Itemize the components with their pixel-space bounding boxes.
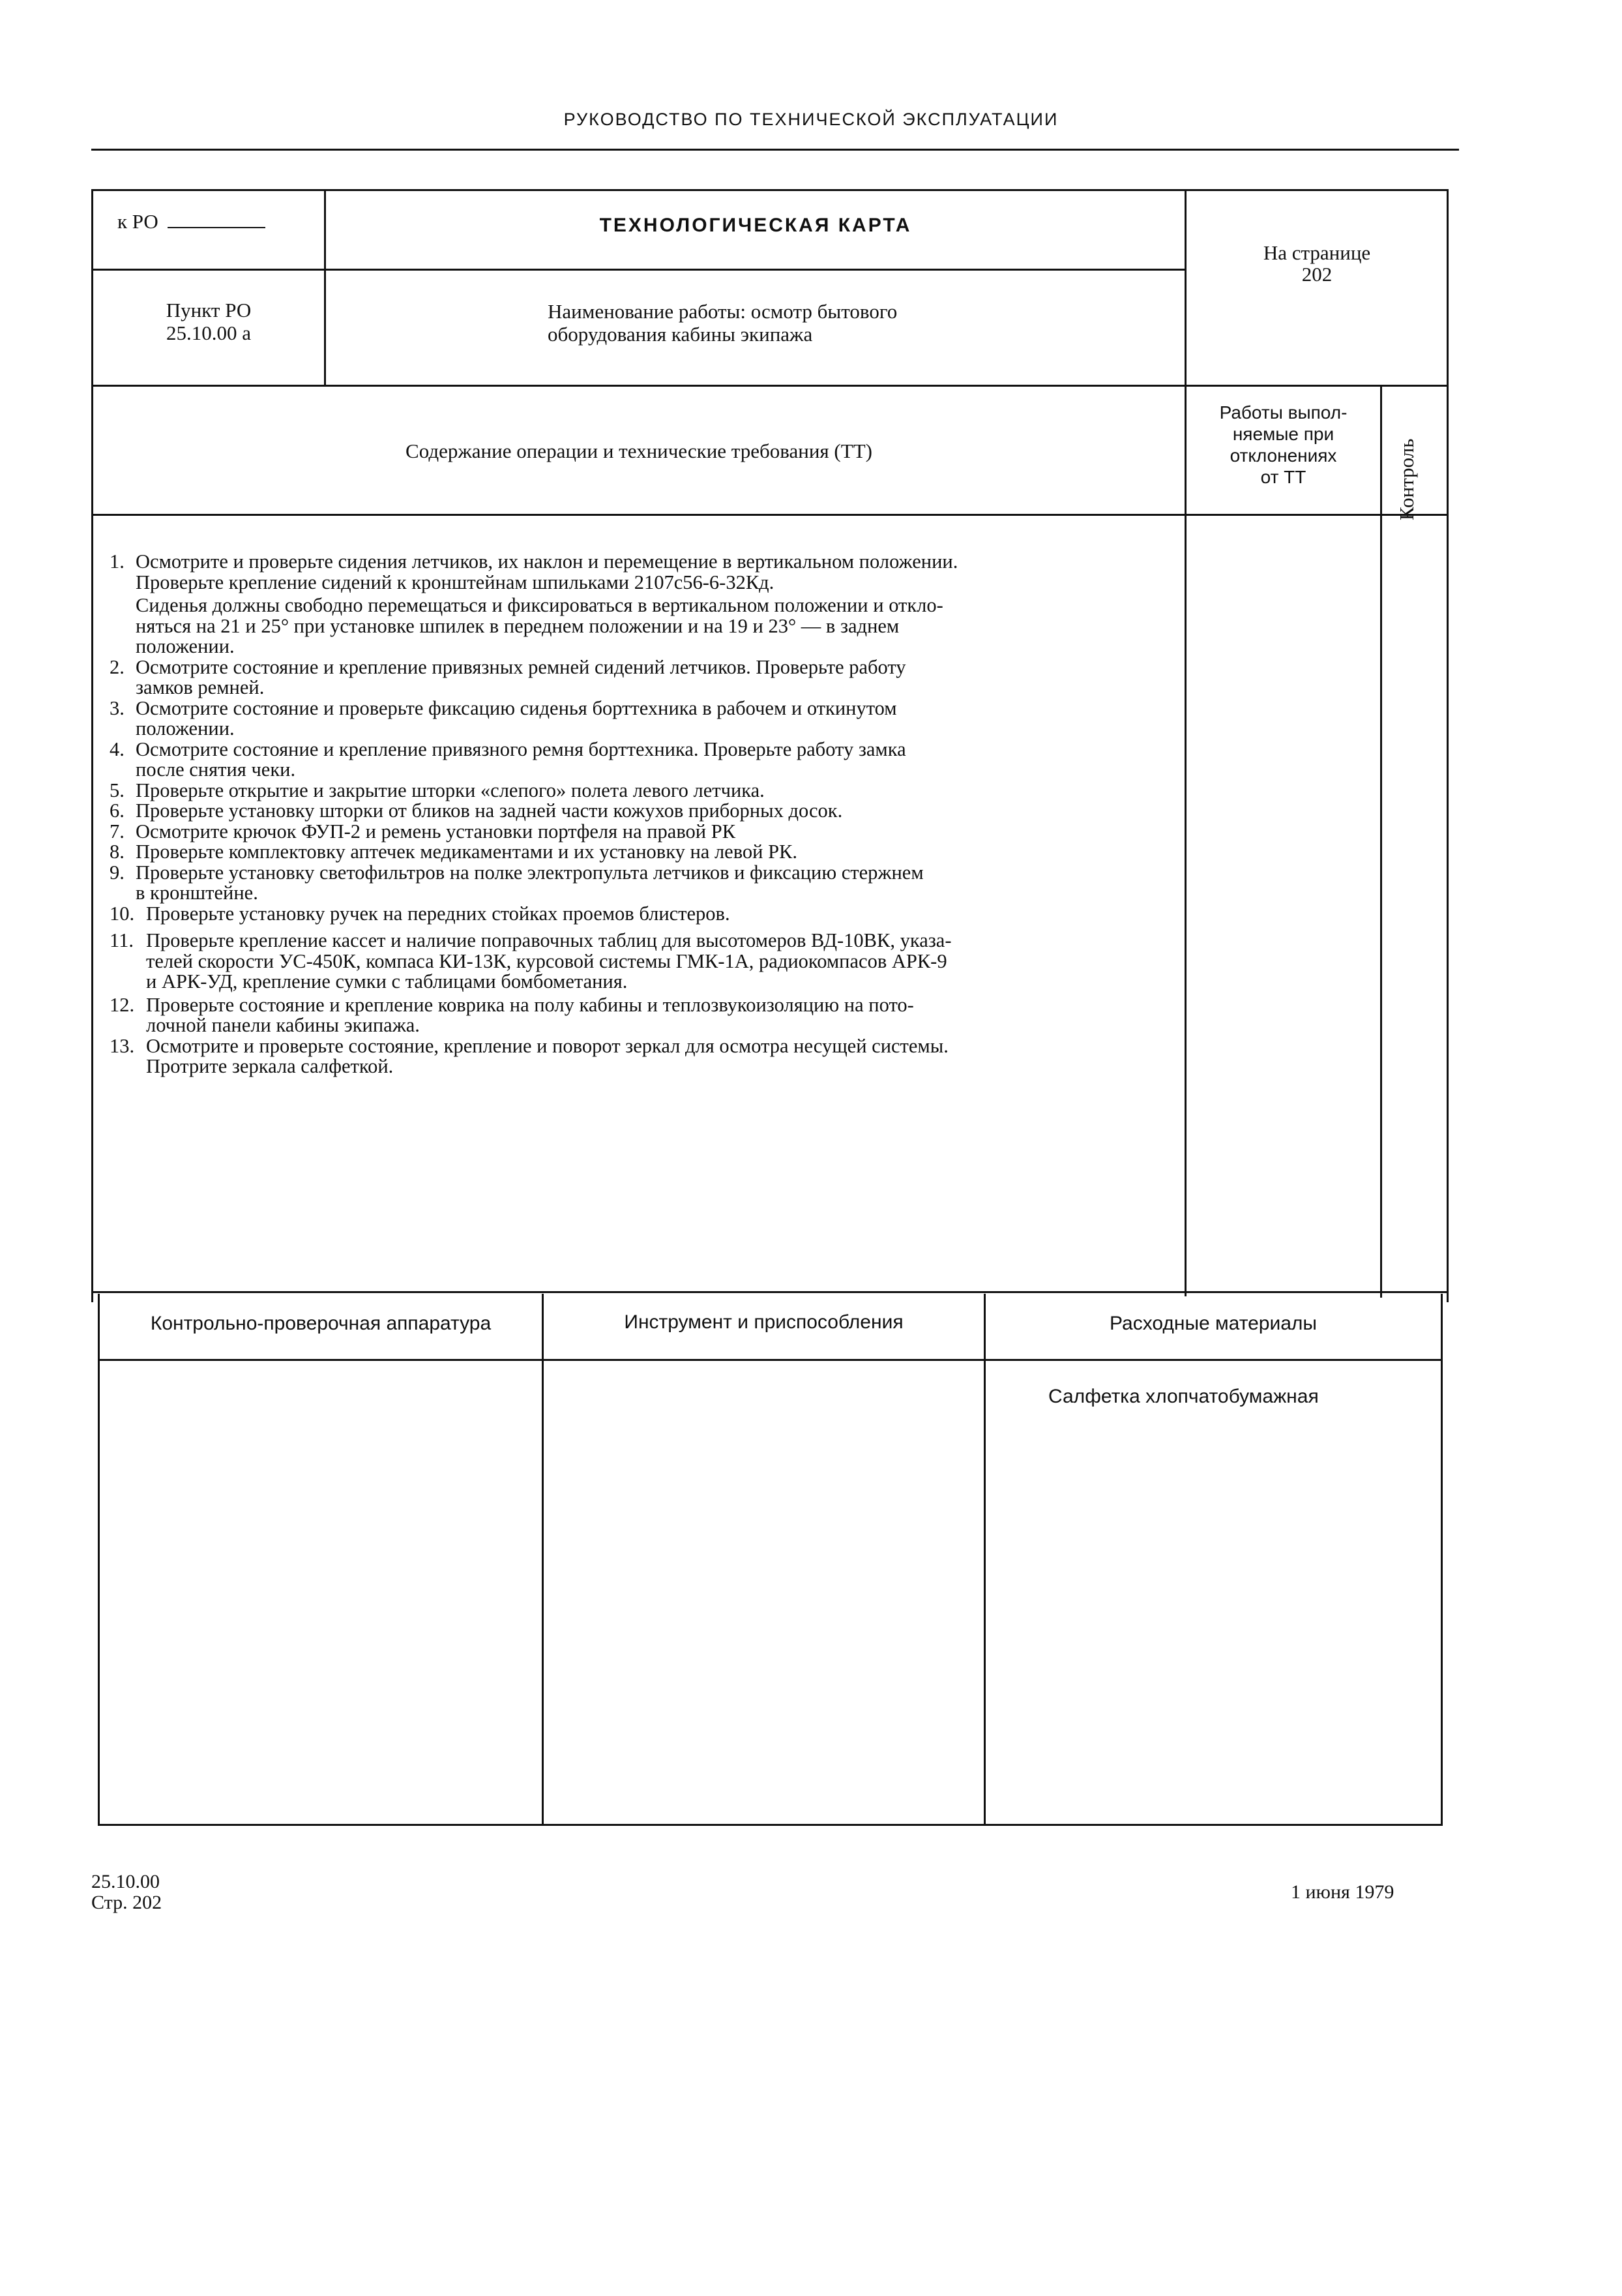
operation-text-line: Проверьте установку шторки от бликов на задней части кожухов приборных досок. [136,799,843,822]
operation-text-line: телей скорости УС-450К, компаса КИ-13К, курсовой системы ГМК-1А, радиокомпасов АРК-9 [146,949,947,972]
resources-top-line [98,1359,1443,1361]
operation-item [110,1036,1198,1077]
operation-number: 9. [110,861,125,884]
operation-number: 12. [110,993,135,1016]
resources-left [98,1294,100,1826]
operation-item [110,595,1198,657]
frame-left [91,189,93,1302]
operation-item [110,842,1198,863]
operation-number: 6. [110,799,125,822]
punkt-label: Пункт РО [166,299,252,321]
operation-item [110,904,1198,925]
operation-text-line: Осмотрите состояние и крепление привязных ремней сидений летчиков. Проверьте работу [136,655,906,678]
operation-text-line: Проверьте крепление кассет и наличие поправочных таблиц для высотомеров ВД-10ВК, указа- [146,929,952,951]
header-row-line [91,269,1187,271]
operation-text-line: Осмотрите крючок ФУП-2 и ремень установки портфеля на правой РК [136,820,736,842]
operation-text-line: Протрите зеркала салфеткой. [146,1055,394,1077]
tools-header: Инструмент и приспособления [624,1311,904,1333]
control-column-header: Контроль [1395,438,1418,520]
operation-item [110,931,1198,992]
operation-item [110,552,1198,593]
operation-item [110,781,1198,801]
operation-text-line: Сиденья должны свободно перемещаться и фиксироваться в вертикальном положении и откло- [136,594,943,616]
operation-text-line: няться на 21 и 25° при установке шпилек в переднем положении и на 19 и 23° — в заднем [136,614,900,637]
operation-text-line: Осмотрите и проверьте сидения летчиков, их наклон и перемещение в вертикальном положении. [136,550,958,573]
operation-item [110,739,1198,781]
operation-text-line: Осмотрите и проверьте состояние, крепление и поворот зеркал для осмотра несущей системы. [146,1034,949,1057]
footer-section: 25.10.00 [91,1871,160,1892]
resources-divider-1 [542,1294,544,1826]
resources-bottom [98,1824,1443,1826]
operation-item [110,822,1198,842]
page-number: 202 [1301,263,1333,286]
operation-text-line: лочной панели кабины экипажа. [146,1014,420,1036]
deviation-header-line: от ТТ [1260,467,1306,487]
operation-number: 10. [110,902,135,925]
header-bottom-line [91,385,1449,387]
operation-text-line: Проверьте комплектовку аптечек медикаментами и их установку на левой РК. [136,841,798,863]
resources-divider-2 [984,1294,986,1826]
operation-item [110,801,1198,822]
operation-number: 11. [110,929,134,951]
material-item: Салфетка хлопчатобумажная [1048,1386,1319,1407]
operation-item [110,863,1198,904]
deviation-header-line: Работы выпол- [1219,402,1348,423]
materials-header: Расходные материалы [1110,1313,1317,1334]
frame-right [1447,189,1449,1302]
operation-text-line: Проверьте установку светофильтров на полке электропульта летчиков и фиксацию стержнем [136,861,924,884]
operation-text-line: замков ремней. [136,676,265,698]
resources-right [1441,1294,1443,1826]
work-name-line-2: оборудования кабины экипажа [548,323,813,346]
control-col-divider [1380,385,1382,1298]
operation-text-line: Проверьте открытие и закрытие шторки «слепого» полета левого летчика. [136,779,765,801]
operation-number: 13. [110,1034,135,1057]
operation-number: 5. [110,779,125,801]
page-label: На странице [1263,241,1371,264]
operation-item [110,995,1198,1036]
operations-bottom [91,1291,1449,1293]
operation-item [110,698,1198,739]
operation-text-line: в кронштейне. [136,882,258,904]
operation-text-line: Осмотрите состояние и проверьте фиксацию сиденья борттехника в рабочем и откинутом [136,696,897,719]
deviation-column-header [1187,402,1380,488]
frame-top [91,189,1449,191]
card-title: ТЕХНОЛОГИЧЕСКАЯ КАРТА [599,215,912,236]
operation-number: 7. [110,820,125,842]
operation-text-line: после снятия чеки. [136,758,296,781]
column-header-bottom [91,514,1449,516]
operation-text-line: Осмотрите состояние и крепление привязного ремня борттехника. Проверьте работу замка [136,738,906,760]
k-ro-label: к РО [117,210,300,233]
work-name-line-1: Наименование работы: осмотр бытового [548,300,898,323]
operation-number: 2. [110,655,125,678]
operation-text-line: положении. [136,635,235,657]
operation-number: 4. [110,738,125,760]
operation-text-line: Проверьте крепление сидений к кронштейнам шпильками 2107с56-6-32Кд. [136,571,774,593]
operation-item [110,657,1198,698]
footer-date: 1 июня 1979 [1291,1881,1394,1903]
deviation-header-line: няемые при [1232,424,1334,444]
operation-text-line: Проверьте состояние и крепление коврика на полу кабины и теплозвукоизоляцию на пото- [146,993,914,1016]
operations-list [110,552,1198,1077]
deviation-header-line: отклонениях [1230,445,1337,466]
content-column-header: Содержание операции и технические требования (ТТ) [406,440,872,462]
operation-text-line: и АРК-УД, крепление сумки с таблицами бомбометания. [146,970,628,992]
operation-number: 3. [110,696,125,719]
operation-text-line: Проверьте установку ручек на передних стойках проемов блистеров. [146,902,730,925]
running-header: РУКОВОДСТВО ПО ТЕХНИЧЕСКОЙ ЭКСПЛУАТАЦИИ [563,110,1059,129]
operation-text-line: положении. [136,717,235,739]
operation-number: 8. [110,841,125,863]
punkt-value: 25.10.00 а [166,321,251,344]
header-rule [91,149,1459,151]
equipment-header: Контрольно-проверочная аппаратура [150,1313,492,1334]
footer-page: Стр. 202 [91,1892,162,1913]
operation-number: 1. [110,550,125,573]
